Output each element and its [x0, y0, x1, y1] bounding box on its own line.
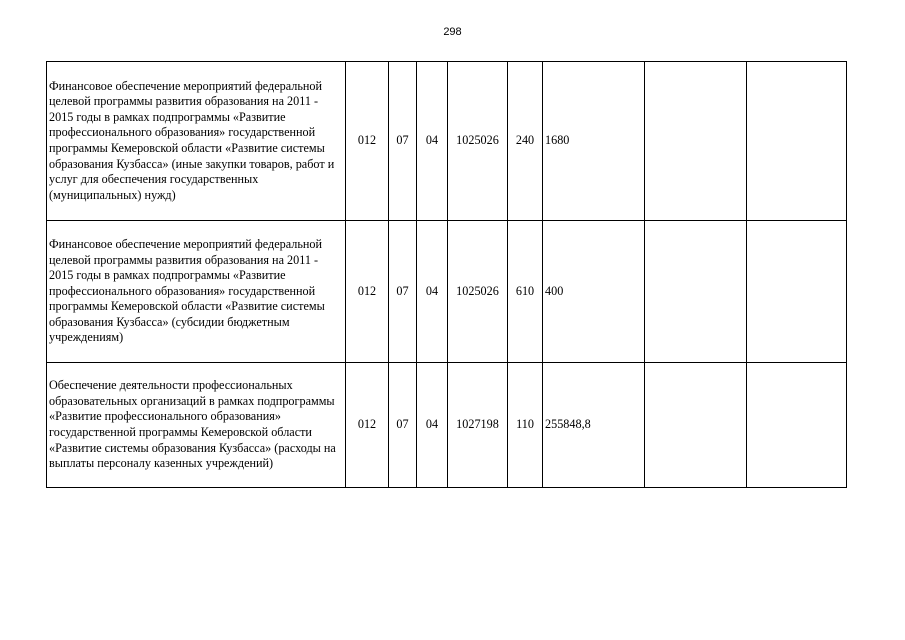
page-number: 298 [443, 26, 462, 38]
row-description: Финансовое обеспечение мероприятий федеральной целевой программы развития образования на 2011 - 2015 годы в рамках подпрограммы «Развитие профессионального образования» государственной программы Кемеровской области «Развитие системы образования Кузбасса» (субсидии бюджетным учреждениям) [47, 221, 346, 363]
table-row [47, 62, 847, 221]
empty-cell [645, 62, 747, 221]
amount-value: 1680 [543, 62, 645, 221]
subsection-code: 04 [417, 62, 448, 221]
table-row [47, 221, 847, 363]
budget-table [46, 61, 847, 488]
target-article-code: 1025026 [448, 62, 508, 221]
section-code: 07 [389, 221, 417, 363]
subsection-code: 04 [417, 221, 448, 363]
expense-type-code: 610 [508, 221, 543, 363]
ministry-code: 012 [346, 363, 389, 488]
section-code: 07 [389, 363, 417, 488]
target-article-code: 1027198 [448, 363, 508, 488]
ministry-code: 012 [346, 221, 389, 363]
section-code: 07 [389, 62, 417, 221]
target-article-code: 1025026 [448, 221, 508, 363]
table-row [47, 363, 847, 488]
amount-value: 255848,8 [543, 363, 645, 488]
ministry-code: 012 [346, 62, 389, 221]
subsection-code: 04 [417, 363, 448, 488]
empty-cell [747, 62, 847, 221]
expense-type-code: 110 [508, 363, 543, 488]
empty-cell [645, 363, 747, 488]
empty-cell [747, 221, 847, 363]
amount-value: 400 [543, 221, 645, 363]
row-description: Обеспечение деятельности профессиональных образовательных организаций в рамках подпрограммы «Развитие профессионального образования» государственной программы Кемеровской области «Развитие системы образования Кузбасса» (расходы на выплаты персоналу казенных учреждений) [47, 363, 346, 488]
empty-cell [747, 363, 847, 488]
expense-type-code: 240 [508, 62, 543, 221]
row-description: Финансовое обеспечение мероприятий федеральной целевой программы развития образования на 2011 - 2015 годы в рамках подпрограммы «Развитие профессионального образования» государственной программы Кемеровской области «Развитие системы образования Кузбасса» (иные закупки товаров, работ и услуг для обеспечения государственных (муниципальных) нужд) [47, 62, 346, 221]
empty-cell [645, 221, 747, 363]
